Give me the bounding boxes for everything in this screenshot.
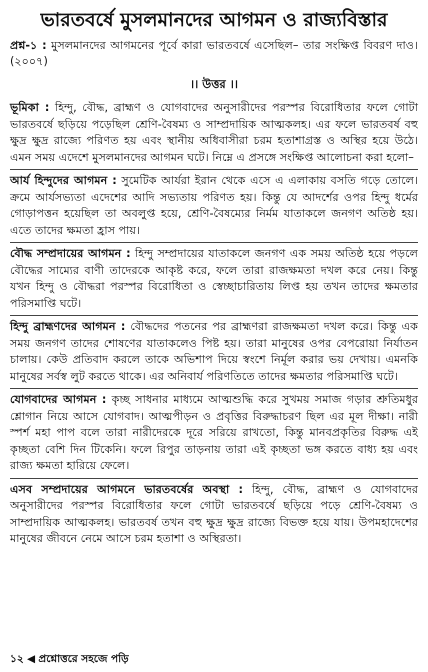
section-heading: বৌদ্ধ সম্প্রদায়ের আগমন :: [10, 247, 131, 260]
section-divider: [10, 478, 418, 479]
section-buddhist-arrival: [10, 244, 418, 314]
section-body: বৌদ্ধদের পতনের পর ব্রাহ্মণরা রাজক্ষমতা দখল করে। কিন্তু এক সময় জনগণ তাদের শোষণের যাতাকলেও পিষ্ট হয়। তারা মানুষের ওপর বেপরোয়া নির্যাতন চালায়। কেউ প্রতিবাদ করলে তাকে অভিশাপ দিয়ে স্বংশে নির্মূল করার ভয় দেখায়। এমনকি মানুষের সর্বস্ব লুট করতে থাকে। এর অনিবার্য পরিণতিতে তাদের ক্ষমতার পরিসমাপ্তি ঘটে।: [10, 320, 418, 383]
section-divider: [10, 242, 418, 243]
section-divider: [10, 388, 418, 389]
question-text: মুসলমানদের আগমনের পূর্বে কারা ভারতবর্ষে এসেছিল– তার সংক্ষিপ্ত বিবরণ দাও। (২০০৭): [10, 39, 418, 68]
page-number: ১২: [10, 653, 24, 665]
section-aryan-arrival: [10, 171, 418, 241]
page-footer: [10, 652, 129, 666]
section-brahmin-arrival: [10, 317, 418, 387]
section-heading: হিন্দু ব্রাহ্মণদের আগমন :: [10, 320, 126, 333]
section-heading: ভূমিকা :: [10, 101, 50, 114]
section-heading: এসব সম্প্রদায়ের আগমনে ভারতবর্ষের অবস্থা :: [10, 482, 244, 496]
section-divider: [10, 315, 418, 316]
section-body: হিন্দু সম্প্রদায়ের যাতাকলে জনগণ এক সময় অতিষ্ঠ হয়ে পড়লে বৌদ্ধের সাম্যের বাণী তাদেরকে আকৃষ্ট করে, ফলে তারা রাজক্ষমতা দখল করে নেয়। কিন্তু যখন হিন্দু ও বৌদ্ধরা পরস্পর বিরোধিতা ও স্বেচ্ছাচারিতায় লিপ্ত হয় তখন তাদের ক্ষমতার পরিসমাপ্তি ঘটে।: [10, 247, 418, 310]
section-body: হিন্দু, বৌদ্ধ, ব্রাহ্মণ ও যোগবাদের অনুসারীদের পরস্পর বিরোধিতার ফলে গোটা ভারতবর্ষে ছড়িয়ে পড়েছিল শ্রেণি-বৈষম্য ও সাম্প্রদায়িক আত্মকলহ। এর ফলে ভারতবর্ষ বহু ক্ষুদ্র ক্ষুদ্র রাজ্যে পরিণত হয় এবং স্থানীয় অধিবাসীরা চরম হতাশাগ্রস্ত ও অস্থির হয়ে উঠে। এমন সময় এদেশে মুসলমানদের আগমন ঘটে। নিম্নে এ প্রসঙ্গে সংক্ষিপ্ত আলোচনা করা হলো–: [10, 101, 418, 164]
section-heading: যোগবাদের আগমন :: [10, 393, 107, 406]
section-introduction: [10, 98, 418, 168]
section-body: সুমেটিক আর্যরা ইরান থেকে এসে এ এলাকায় বসতি গড়ে তোলে। ক্রমে আর্যসভ্যতা এদেশের আদি সভ্যতায় পরিণত হয়। কিন্তু যে আদর্শের ওপর হিন্দু ধর্মের গোড়াপত্তন হয়েছিল তা অবলুপ্ত হয়ে, শ্রেণি-বৈষম্যের নির্মম যাতাকলে জনগণ অতিষ্ঠ হয়। এতে তাদের ক্ষমতা হ্রাস পায়।: [10, 174, 418, 237]
page-title: ভারতবর্ষে মুসলমানদের আগমন ও রাজ্যবিস্তার: [40, 9, 388, 31]
section-india-condition: [10, 480, 418, 550]
section-divider: [10, 169, 418, 170]
question-block: [10, 38, 418, 70]
section-yoga-arrival: [10, 390, 418, 477]
book-name: প্রশ্নোত্তরে সহজে পড়ি: [38, 653, 129, 665]
footer-separator-glyph: ◀: [26, 653, 36, 665]
section-heading: আর্য হিন্দুদের আগমন :: [10, 174, 117, 187]
section-body: হিন্দু, বৌদ্ধ, ব্রাহ্মণ ও যোগবাদের অনুসারীদের পরস্পর বিরোধিতার ফলে গোটা ভারতবর্ষে ছড়িয়ে পড়ে শ্রেণি-বৈষম্য ও সাম্প্রদায়িক আত্মকলহ। ভারতবর্ষ তখন বহু ক্ষুদ্র ক্ষুদ্র রাজ্যে বিভক্ত হয়ে যায়। উপমহাদেশের মানুষের জীবনে নেমে আসে চরম হতাশা ও অস্থিরতা।: [10, 482, 418, 545]
answer-marker: ।। উত্তর ।।: [190, 77, 238, 91]
section-body: কৃচ্ছ সাধনার মাধ্যমে আত্মশুদ্ধি করে সুখময় সমাজ গড়ার শ্রুতিমধুর শ্লোগান নিয়ে আসে যোগবাদ। আত্মপীড়ন ও প্রবৃত্তির বিরুদ্ধাচরণ ছিল এর মূল দীক্ষা। নারী স্পর্শ মহা পাপ বলে তারা নারীদেরকে দূরে সরিয়ে রাখতো, কিন্তু মানবপ্রকৃতির বিরুদ্ধ এই কৃচ্ছতা বেশি দিন টিকেনি। ফলে রিপুর তাড়নায় তারা এই কৃচ্ছতা ভঙ্গ করতে বাধ্য হয় এবং রাজ্য ক্ষমতা হারিয়ে ফেলে।: [10, 393, 418, 472]
question-label: প্রশ্ন-১ :: [10, 39, 47, 52]
